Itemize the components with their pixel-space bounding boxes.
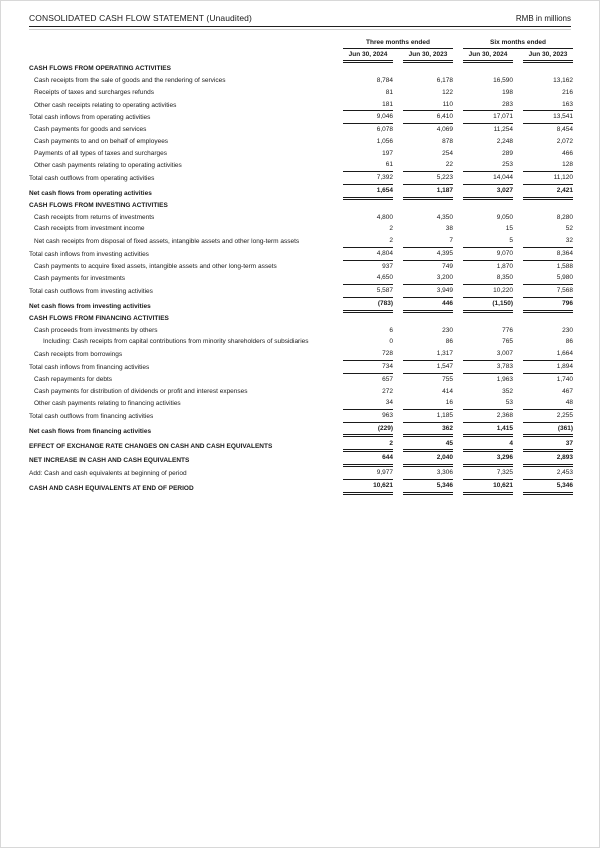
row-label: Cash receipts from returns of investments <box>34 213 155 221</box>
cell-value: 253 <box>463 159 513 172</box>
row-label: Total cash outflows from operating activities <box>29 175 155 183</box>
cell-value: 197 <box>382 149 393 157</box>
cell-value: 414 <box>442 387 453 395</box>
cell-value: 14,044 <box>463 172 513 185</box>
table-row <box>29 261 573 273</box>
row-label: Cash payments for distribution of dividends or profit and interest expenses <box>34 387 248 395</box>
cell-value: 9,977 <box>343 467 393 480</box>
cell-value: 9,070 <box>463 248 513 261</box>
cell-value: 272 <box>382 387 393 395</box>
cell-value: 17,071 <box>463 111 513 124</box>
row-label: Net cash receipts from disposal of fixed assets, intangible assets and other long-term assets <box>34 238 300 246</box>
table-row <box>29 124 573 136</box>
cell-value: 4,395 <box>403 248 453 261</box>
row-label: Net cash flows from operating activities <box>29 190 152 197</box>
cell-value: 34 <box>343 397 393 410</box>
table-row <box>29 336 573 348</box>
cell-value: 1,654 <box>343 185 393 200</box>
cell-value: 3,783 <box>463 361 513 374</box>
cell-value: 13,541 <box>523 111 573 124</box>
cell-value: 16,590 <box>493 76 513 84</box>
table-row <box>29 423 573 438</box>
row-label: Net cash flows from investing activities <box>29 303 151 311</box>
cell-value: (1,150) <box>463 298 513 313</box>
cell-value: 937 <box>382 262 393 270</box>
table-row <box>29 348 573 361</box>
row-label: Total cash inflows from operating activities <box>29 114 151 122</box>
row-label: Total cash outflows from financing activities <box>29 413 154 421</box>
cell-value: 8,280 <box>556 213 574 221</box>
period-group-row <box>29 37 573 49</box>
cell-value: 3,949 <box>403 285 453 298</box>
cell-value: 230 <box>442 326 453 334</box>
cell-value: 9,046 <box>343 111 393 124</box>
cell-value: 37 <box>523 437 573 452</box>
table-row <box>29 75 573 87</box>
document-page <box>1 1 599 847</box>
cell-value <box>523 313 573 325</box>
row-label: CASH FLOWS FROM INVESTING ACTIVITIES <box>29 201 168 209</box>
cell-value: 11,254 <box>493 126 513 134</box>
cell-value: 2,453 <box>523 467 573 480</box>
cell-value: 8,454 <box>556 126 574 134</box>
cell-value: 1,056 <box>376 137 393 145</box>
cell-value: 48 <box>523 397 573 410</box>
cell-value: 4,800 <box>376 213 393 221</box>
table-row <box>29 298 573 313</box>
unit-note: RMB in millions <box>515 14 571 23</box>
cell-value: 7,392 <box>343 172 393 185</box>
table-row <box>29 98 573 111</box>
cell-value: 128 <box>523 159 573 172</box>
table-row <box>29 172 573 185</box>
table-row <box>29 136 573 148</box>
cell-value: 5,346 <box>403 480 453 495</box>
cell-value: 4,069 <box>436 126 453 134</box>
table-row <box>29 480 573 495</box>
cell-value: 1,870 <box>496 262 513 270</box>
table-row <box>29 285 573 298</box>
cell-value: 13,162 <box>553 76 574 84</box>
header-rule <box>29 27 571 30</box>
cell-value: 53 <box>463 397 513 410</box>
row-label: NET INCREASE IN CASH AND CASH EQUIVALENTS <box>29 457 190 465</box>
cell-value: 352 <box>502 387 513 395</box>
section-header-row <box>29 63 573 75</box>
cell-value: 2,040 <box>403 452 453 467</box>
cell-value: 4,350 <box>436 213 453 221</box>
cell-value: 216 <box>562 88 574 96</box>
cell-value: 1,185 <box>403 410 453 423</box>
cell-value: 446 <box>403 298 453 313</box>
cell-value: 776 <box>502 326 513 334</box>
row-label: Cash repayments for debts <box>34 375 113 383</box>
cell-value <box>523 200 573 212</box>
cell-value: 5,223 <box>403 172 453 185</box>
empty-corner-cell <box>29 49 333 64</box>
cell-value: 2,072 <box>556 137 574 145</box>
cell-value: 5 <box>463 235 513 248</box>
table-row <box>29 235 573 248</box>
row-label: Other cash receipts relating to operating activities <box>34 101 177 109</box>
cell-value: 181 <box>343 98 393 111</box>
row-label: Cash receipts from borrowings <box>34 351 123 359</box>
cell-value: 765 <box>502 338 513 346</box>
cell-value: 5,346 <box>523 480 573 495</box>
table-row <box>29 147 573 159</box>
cell-value <box>343 313 393 325</box>
table-body <box>29 63 573 495</box>
cell-value: 1,187 <box>403 185 453 200</box>
cell-value: 1,547 <box>403 361 453 374</box>
page-title: CONSOLIDATED CASH FLOW STATEMENT (Unaudited) <box>29 13 252 23</box>
table-row <box>29 185 573 200</box>
cell-value: 963 <box>343 410 393 423</box>
cell-value: (229) <box>343 423 393 438</box>
table-row <box>29 374 573 386</box>
cell-value: 6 <box>389 326 393 334</box>
row-label: Cash receipts from investment income <box>34 225 145 233</box>
col-header-h-2023: Jun 30, 2023 <box>523 49 573 64</box>
cell-value: 110 <box>403 98 453 111</box>
cell-value: 2 <box>343 437 393 452</box>
empty-corner-cell <box>29 37 333 49</box>
row-label: Total cash inflows from investing activities <box>29 250 149 258</box>
cell-value: 61 <box>343 159 393 172</box>
cell-value: 122 <box>442 88 453 96</box>
row-label: Including: Cash receipts from capital contributions from minority shareholders of subsidiaries <box>43 338 309 346</box>
cell-value: 3,306 <box>403 467 453 480</box>
cell-value <box>403 313 453 325</box>
cell-value: 7 <box>403 235 453 248</box>
cell-value: 6,410 <box>403 111 453 124</box>
cell-value: 2 <box>389 225 393 233</box>
cell-value: 3,200 <box>403 272 453 285</box>
cell-value: 11,120 <box>523 172 573 185</box>
row-label: Other cash payments relating to financing activities <box>34 400 181 408</box>
row-label: Cash payments to acquire fixed assets, intangible assets and other long-term assets <box>34 262 277 270</box>
cell-value: 2,421 <box>523 185 573 200</box>
row-label: EFFECT OF EXCHANGE RATE CHANGES ON CASH AND CASH EQUIVALENTS <box>29 442 273 450</box>
col-group-three-months: Three months ended <box>343 37 453 49</box>
row-label: Add: Cash and cash equivalents at beginning of period <box>29 470 187 478</box>
cell-value: 6,178 <box>436 76 453 84</box>
cell-value: 2,255 <box>523 410 573 423</box>
cash-flow-table <box>19 37 583 495</box>
cell-value: 163 <box>523 98 573 111</box>
cell-value: (361) <box>523 423 573 438</box>
table-row <box>29 248 573 261</box>
cell-value <box>463 200 513 212</box>
row-label: CASH FLOWS FROM FINANCING ACTIVITIES <box>29 314 169 322</box>
row-label: Cash payments for investments <box>34 275 126 283</box>
cell-value: 45 <box>403 437 453 452</box>
date-header-row <box>29 49 573 64</box>
col-header-h-2024: Jun 30, 2024 <box>463 49 513 64</box>
cell-value: 0 <box>389 338 393 346</box>
table-row <box>29 272 573 285</box>
cell-value: 1,963 <box>496 375 513 383</box>
cell-value: 10,621 <box>463 480 513 495</box>
table-row <box>29 385 573 397</box>
cell-value: 1,317 <box>403 348 453 361</box>
table-header <box>29 37 573 63</box>
cell-value: 22 <box>403 159 453 172</box>
cell-value <box>343 63 393 75</box>
cell-value: 2,248 <box>496 137 513 145</box>
cell-value: 4 <box>463 437 513 452</box>
table-row <box>29 223 573 235</box>
row-label: Total cash outflows from investing activities <box>29 288 153 296</box>
cell-value: 1,894 <box>523 361 573 374</box>
row-label: CASH FLOWS FROM OPERATING ACTIVITIES <box>29 65 171 73</box>
cell-value: 198 <box>502 88 513 96</box>
cell-value: 5,587 <box>343 285 393 298</box>
cell-value: 3,027 <box>463 185 513 200</box>
cell-value: 3,296 <box>463 452 513 467</box>
cell-value: 4,650 <box>343 272 393 285</box>
cell-value: 8,784 <box>376 76 393 84</box>
cell-value: 3,007 <box>463 348 513 361</box>
cell-value: 749 <box>442 262 453 270</box>
col-group-six-months: Six months ended <box>463 37 573 49</box>
row-label: Cash payments to and on behalf of employees <box>34 137 169 145</box>
table-row <box>29 437 573 452</box>
row-label: CASH AND CASH EQUIVALENTS AT END OF PERIOD <box>29 484 194 492</box>
row-label: Cash payments for goods and services <box>34 126 147 134</box>
cell-value: 644 <box>343 452 393 467</box>
cell-value: 7,568 <box>523 285 573 298</box>
cell-value: 1,588 <box>556 262 574 270</box>
section-header-row <box>29 313 573 325</box>
cell-value <box>343 200 393 212</box>
cell-value: 283 <box>463 98 513 111</box>
table-row <box>29 111 573 124</box>
section-header-row <box>29 200 573 212</box>
cell-value: 4,804 <box>343 248 393 261</box>
table-row <box>29 211 573 223</box>
cell-value: 10,220 <box>463 285 513 298</box>
cell-value: 7,325 <box>463 467 513 480</box>
row-label: Total cash inflows from financing activities <box>29 363 150 371</box>
cell-value: 9,050 <box>496 213 513 221</box>
table-row <box>29 467 573 480</box>
cell-value: 86 <box>565 338 574 346</box>
cell-value: 1,415 <box>463 423 513 438</box>
cell-value: 32 <box>523 235 573 248</box>
row-label: Receipts of taxes and surcharges refunds <box>34 88 154 96</box>
cell-value: 16 <box>403 397 453 410</box>
cell-value <box>463 63 513 75</box>
cell-value: 466 <box>562 149 574 157</box>
table-row <box>29 410 573 423</box>
cell-value: 6,078 <box>376 126 393 134</box>
cell-value: 734 <box>343 361 393 374</box>
cell-value: 755 <box>442 375 453 383</box>
cell-value: 657 <box>382 375 393 383</box>
cell-value <box>523 63 573 75</box>
cell-value: 254 <box>442 149 453 157</box>
table-row <box>29 324 573 336</box>
cell-value: 1,740 <box>556 375 574 383</box>
row-label: Cash proceeds from investments by others <box>34 326 158 334</box>
cell-value: 86 <box>445 338 453 346</box>
cell-value: 289 <box>502 149 513 157</box>
cell-value <box>463 313 513 325</box>
cell-value: 81 <box>385 88 393 96</box>
cell-value: 15 <box>505 225 513 233</box>
cell-value: 52 <box>565 225 574 233</box>
cell-value: 2,368 <box>463 410 513 423</box>
cell-value <box>403 200 453 212</box>
row-label: Net cash flows from financing activities <box>29 427 152 435</box>
cell-value: 878 <box>442 137 453 145</box>
table-row <box>29 87 573 99</box>
document-header <box>29 13 571 27</box>
cell-value: 2,893 <box>523 452 573 467</box>
cell-value: (783) <box>343 298 393 313</box>
cell-value: 5,980 <box>523 272 573 285</box>
col-header-q-2023: Jun 30, 2023 <box>403 49 453 64</box>
row-label: Payments of all types of taxes and surcharges <box>34 149 167 157</box>
cell-value: 1,664 <box>523 348 573 361</box>
cell-value: 8,350 <box>463 272 513 285</box>
cell-value: 8,364 <box>523 248 573 261</box>
cell-value: 10,621 <box>343 480 393 495</box>
cell-value: 38 <box>445 225 453 233</box>
cell-value: 467 <box>562 387 574 395</box>
cell-value: 2 <box>343 235 393 248</box>
row-label: Other cash payments relating to operating activities <box>34 162 182 170</box>
cell-value: 362 <box>403 423 453 438</box>
cell-value: 796 <box>523 298 573 313</box>
table-row <box>29 452 573 467</box>
table-row <box>29 361 573 374</box>
cell-value: 728 <box>343 348 393 361</box>
cell-value <box>403 63 453 75</box>
table-row <box>29 397 573 410</box>
cell-value: 230 <box>562 326 574 334</box>
col-header-q-2024: Jun 30, 2024 <box>343 49 393 64</box>
table-row <box>29 159 573 172</box>
row-label: Cash receipts from the sale of goods and the rendering of services <box>34 76 226 84</box>
